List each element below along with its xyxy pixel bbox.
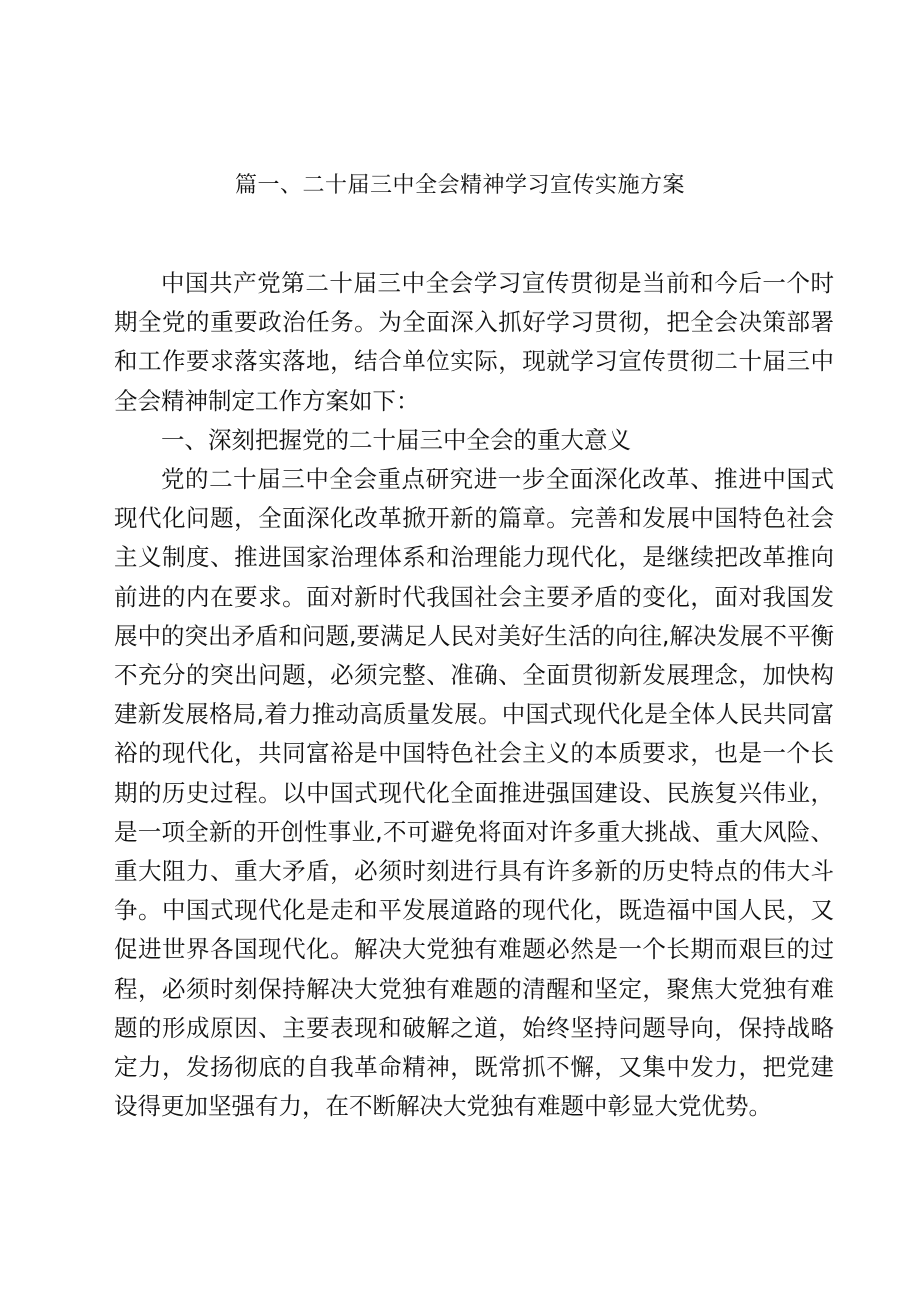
document-body — [114, 264, 834, 1126]
section-1-paragraph: 党的二十届三中全会重点研究进一步全面深化改革、推进中国式现代化问题，全面深化改革掀开新的篇章。完善和发展中国特色社会主义制度、推进国家治理体系和治理能力现代化，是继续把改革推向前进的内在要求。面对新时代我国社会主要矛盾的变化，面对我国发展中的突出矛盾和问题,要满足人民对美好生活的向往,解决发展不平衡不充分的突出问题，必须完整、准确、全面贯彻新发展理念，加快构建新发展格局,着力推动高质量发展。中国式现代化是全体人民共同富裕的现代化，共同富裕是中国特色社会主义的本质要求，也是一个长期的历史过程。以中国式现代化全面推进强国建设、民族复兴伟业，是一项全新的开创性事业,不可避免将面对许多重大挑战、重大风险、重大阻力、重大矛盾，必须时刻进行具有许多新的历史特点的伟大斗争。中国式现代化是走和平发展道路的现代化，既造福中国人民，又促进世界各国现代化。解决大党独有难题必然是一个长期而艰巨的过程，必须时刻保持解决大党独有难题的清醒和坚定，聚焦大党独有难题的形成原因、主要表现和破解之道，始终坚持问题导向，保持战略定力，发扬彻底的自我革命精神，既常抓不懈，又集中发力，把党建设得更加坚强有力，在不断解决大党独有难题中彰显大党优势。 — [114, 465, 834, 1121]
intro-paragraph: 中国共产党第二十届三中全会学习宣传贯彻是当前和今后一个时期全党的重要政治任务。为全面深入抓好学习贯彻，把全会决策部署和工作要求落实落地，结合单位实际，现就学习宣传贯彻二十届三中全会精神制定工作方案如下： — [114, 269, 834, 415]
document-title: 篇一、二十届三中全会精神学习宣传实施方案 — [234, 173, 685, 198]
section-1-heading: 一、深刻把握党的二十届三中全会的重大意义 — [161, 425, 631, 454]
